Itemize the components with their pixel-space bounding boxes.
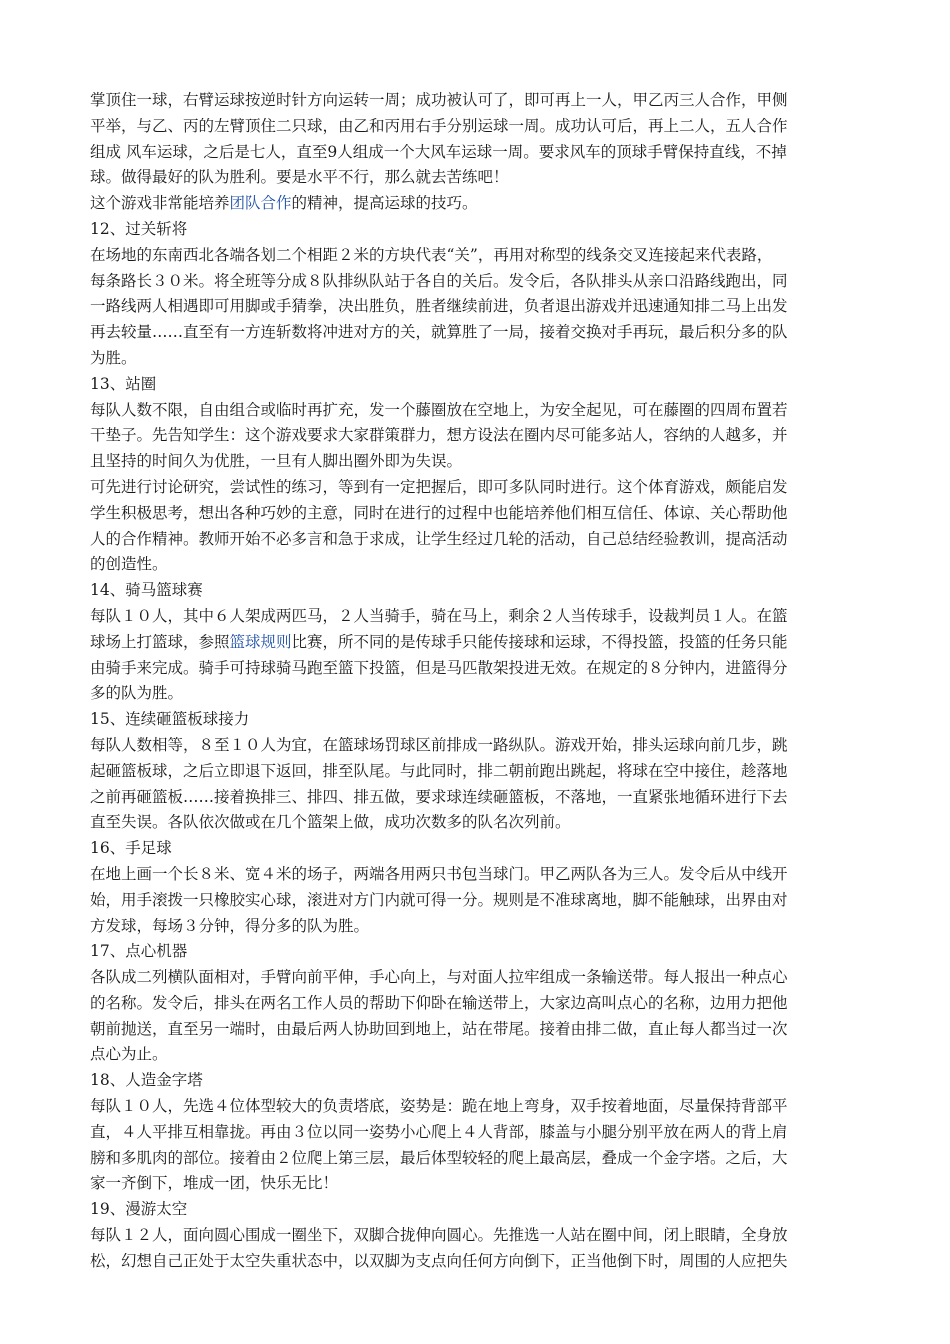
text-line: 家一齐倒下，堆成一团，快乐无比！ [90, 1174, 339, 1193]
text-line: 每队１０人，先选４位体型较大的负责塔底，姿势是：跪在地上弯身，双手按着地面，尽量保持背部平 [90, 1097, 788, 1116]
text-line: 球。做得最好的队为胜利。要是水平不行，那么就去苦练吧！ [90, 168, 509, 187]
text-segment: 这个游戏非常能培养 [90, 194, 230, 213]
text-line: 在场地的东南西北各端各划二个相距２米的方块代表“关”，再用对称型的线条交叉连接起来代表路， [90, 245, 773, 264]
text-line: 直至失误。各队依次做或在几个篮架上做，成功次数多的队名次列前。 [90, 813, 571, 832]
text-line: 各队成二列横队面相对，手臂向前平伸，手心向上，与对面人拉牢组成一条输送带。每人报出一种点心 [90, 968, 788, 987]
text-line: 组成 风车运球，之后是七人，直至9人组成一个大风车运球一周。要求风车的顶球手臂保持直线，不掉 [90, 142, 787, 161]
text-line: 平举，与乙、丙的左臂顶住二只球，由乙和丙用右手分别运球一周。成功认可后，再上二人，五人合作 [90, 116, 788, 135]
text-segment: 球场上打篮球，参照 [90, 632, 230, 651]
text-line: 人的合作精神。教师开始不必多言和急于求成，让学生经过几轮的活动，自己总结经验教训，提高活动 [90, 529, 788, 548]
text-line: 直，４人平排互相靠拢。再由３位以同一姿势小心爬上４人背部，膝盖与小腿分别平放在两人的背上肩 [90, 1122, 788, 1141]
team-work-link[interactable]: 团队合作 [229, 194, 292, 213]
text-line: 松，幻想自己正处于太空失重状态中，以双脚为支点向任何方向倒下，正当他倒下时，周围的人应把失 [90, 1251, 788, 1270]
text-line: 起砸篮板球，之后立即退下返回，排至队尾。与此同时，排二朝前跑出跳起，将球在空中接住，趁落地 [90, 761, 788, 780]
text-line: 为胜。 [90, 348, 137, 367]
text-line: 之前再砸篮板……接着换排三、排四、排五做，要求球连续砸篮板，不落地，一直紧张地循环进行下去 [90, 787, 788, 806]
text-line: 每队１２人，面向圆心围成一圈坐下，双脚合拢伸向圆心。先推选一人站在圈中间，闭上眼睛，全身放 [90, 1226, 788, 1245]
text-line: 的名称。发令后，排头在两名工作人员的帮助下仰卧在输送带上，大家边高叫点心的名称，边用力把他 [90, 993, 788, 1012]
section-heading: 16、手足球 [90, 839, 172, 858]
section-heading: 13、站圈 [90, 374, 157, 393]
text-line: 始，用手滚拨一只橡胶实心球，滚进对方门内就可得一分。规则是不准球离地，脚不能触球，出界由对 [90, 890, 788, 909]
text-line: 掌顶住一球，右臂运球按逆时针方向运转一周；成功被认可了，即可再上一人，甲乙丙三人合作，甲侧 [90, 91, 788, 109]
text-line: 每队人数相等，８至１０人为宜，在篮球场罚球区前排成一路纵队。游戏开始，排头运球向前几步，跳 [90, 735, 788, 754]
text-line [90, 630, 860, 656]
section-heading: 19、漫游太空 [90, 1200, 188, 1219]
text-line: 干垫子。先告知学生：这个游戏要求大家群策群力，想方设法在圈内尽可能多站人，容纳的人越多，并 [90, 426, 788, 445]
text-line: 膀和多肌肉的部位。接着由２位爬上第三层，最后体型较轻的爬上最高层，叠成一个金字塔。之后，大 [90, 1148, 788, 1167]
text-line: 朝前抛送，直至另一端时，由最后两人协助回到地上，站在带尾。接着由排二做，直止每人都当过一次 [90, 1019, 788, 1038]
text-line: 学生积极思考，想出各种巧妙的主意，同时在进行的过程中也能培养他们相互信任、体谅、关心帮助他 [90, 503, 788, 522]
text-line: 每队１０人，其中６人架成两匹马，２人当骑手，骑在马上，剩余２人当传球手，设裁判员１人。在篮 [90, 606, 788, 625]
text-segment: 的精神，提高运球的技巧。 [291, 194, 478, 213]
text-line: 可先进行讨论研究，尝试性的练习，等到有一定把握后，即可多队同时进行。这个体育游戏，颇能启发 [90, 477, 788, 496]
text-line: 方发球，每场３分钟，得分多的队为胜。 [90, 916, 370, 935]
basketball-rules-link[interactable]: 篮球规则 [229, 632, 292, 651]
section-heading: 17、点心机器 [90, 942, 188, 961]
text-line: 由骑手来完成。骑手可持球骑马跑至篮下投篮，但是马匹散架投进无效。在规定的８分钟内，进篮得分 [90, 658, 788, 677]
text-line: 一路线两人相遇即可用脚或手猜拳，决出胜负，胜者继续前进，负者退出游戏并迅速通知排二马上出发 [90, 297, 788, 316]
section-heading: 15、连续砸篮板球接力 [90, 710, 250, 729]
text-line: 每队人数不限，自由组合或临时再扩充，发一个藤圈放在空地上，为安全起见，可在藤圈的四周布置若 [90, 400, 788, 419]
text-line: 在地上画一个长８米、宽４米的场子，两端各用两只书包当球门。甲乙两队各为三人。发令后从中线开 [90, 864, 788, 883]
text-line: 每条路长３０米。将全班等分成８队排纵队站于各自的关后。发令后，各队排头从亲口沿路线跑出，同 [90, 271, 788, 290]
section-heading: 14、骑马篮球赛 [90, 581, 203, 600]
text-line [90, 191, 860, 217]
section-heading: 12、过关斩将 [90, 219, 188, 238]
text-line: 点心为止。 [90, 1045, 168, 1064]
text-line: 且坚持的时间久为优胜，一旦有人脚出圈外即为失误。 [90, 452, 463, 471]
text-line: 再去较量……直至有一方连斩数将冲进对方的关，就算胜了一局，接着交换对手再玩，最后积分多的队 [90, 323, 788, 342]
text-segment: 比赛，所不同的是传球手只能传接球和运球，不得投篮，投篮的任务只能 [291, 632, 788, 651]
text-line: 的创造性。 [90, 555, 168, 574]
section-heading: 18、人造金字塔 [90, 1071, 203, 1090]
text-line: 多的队为胜。 [90, 684, 184, 703]
